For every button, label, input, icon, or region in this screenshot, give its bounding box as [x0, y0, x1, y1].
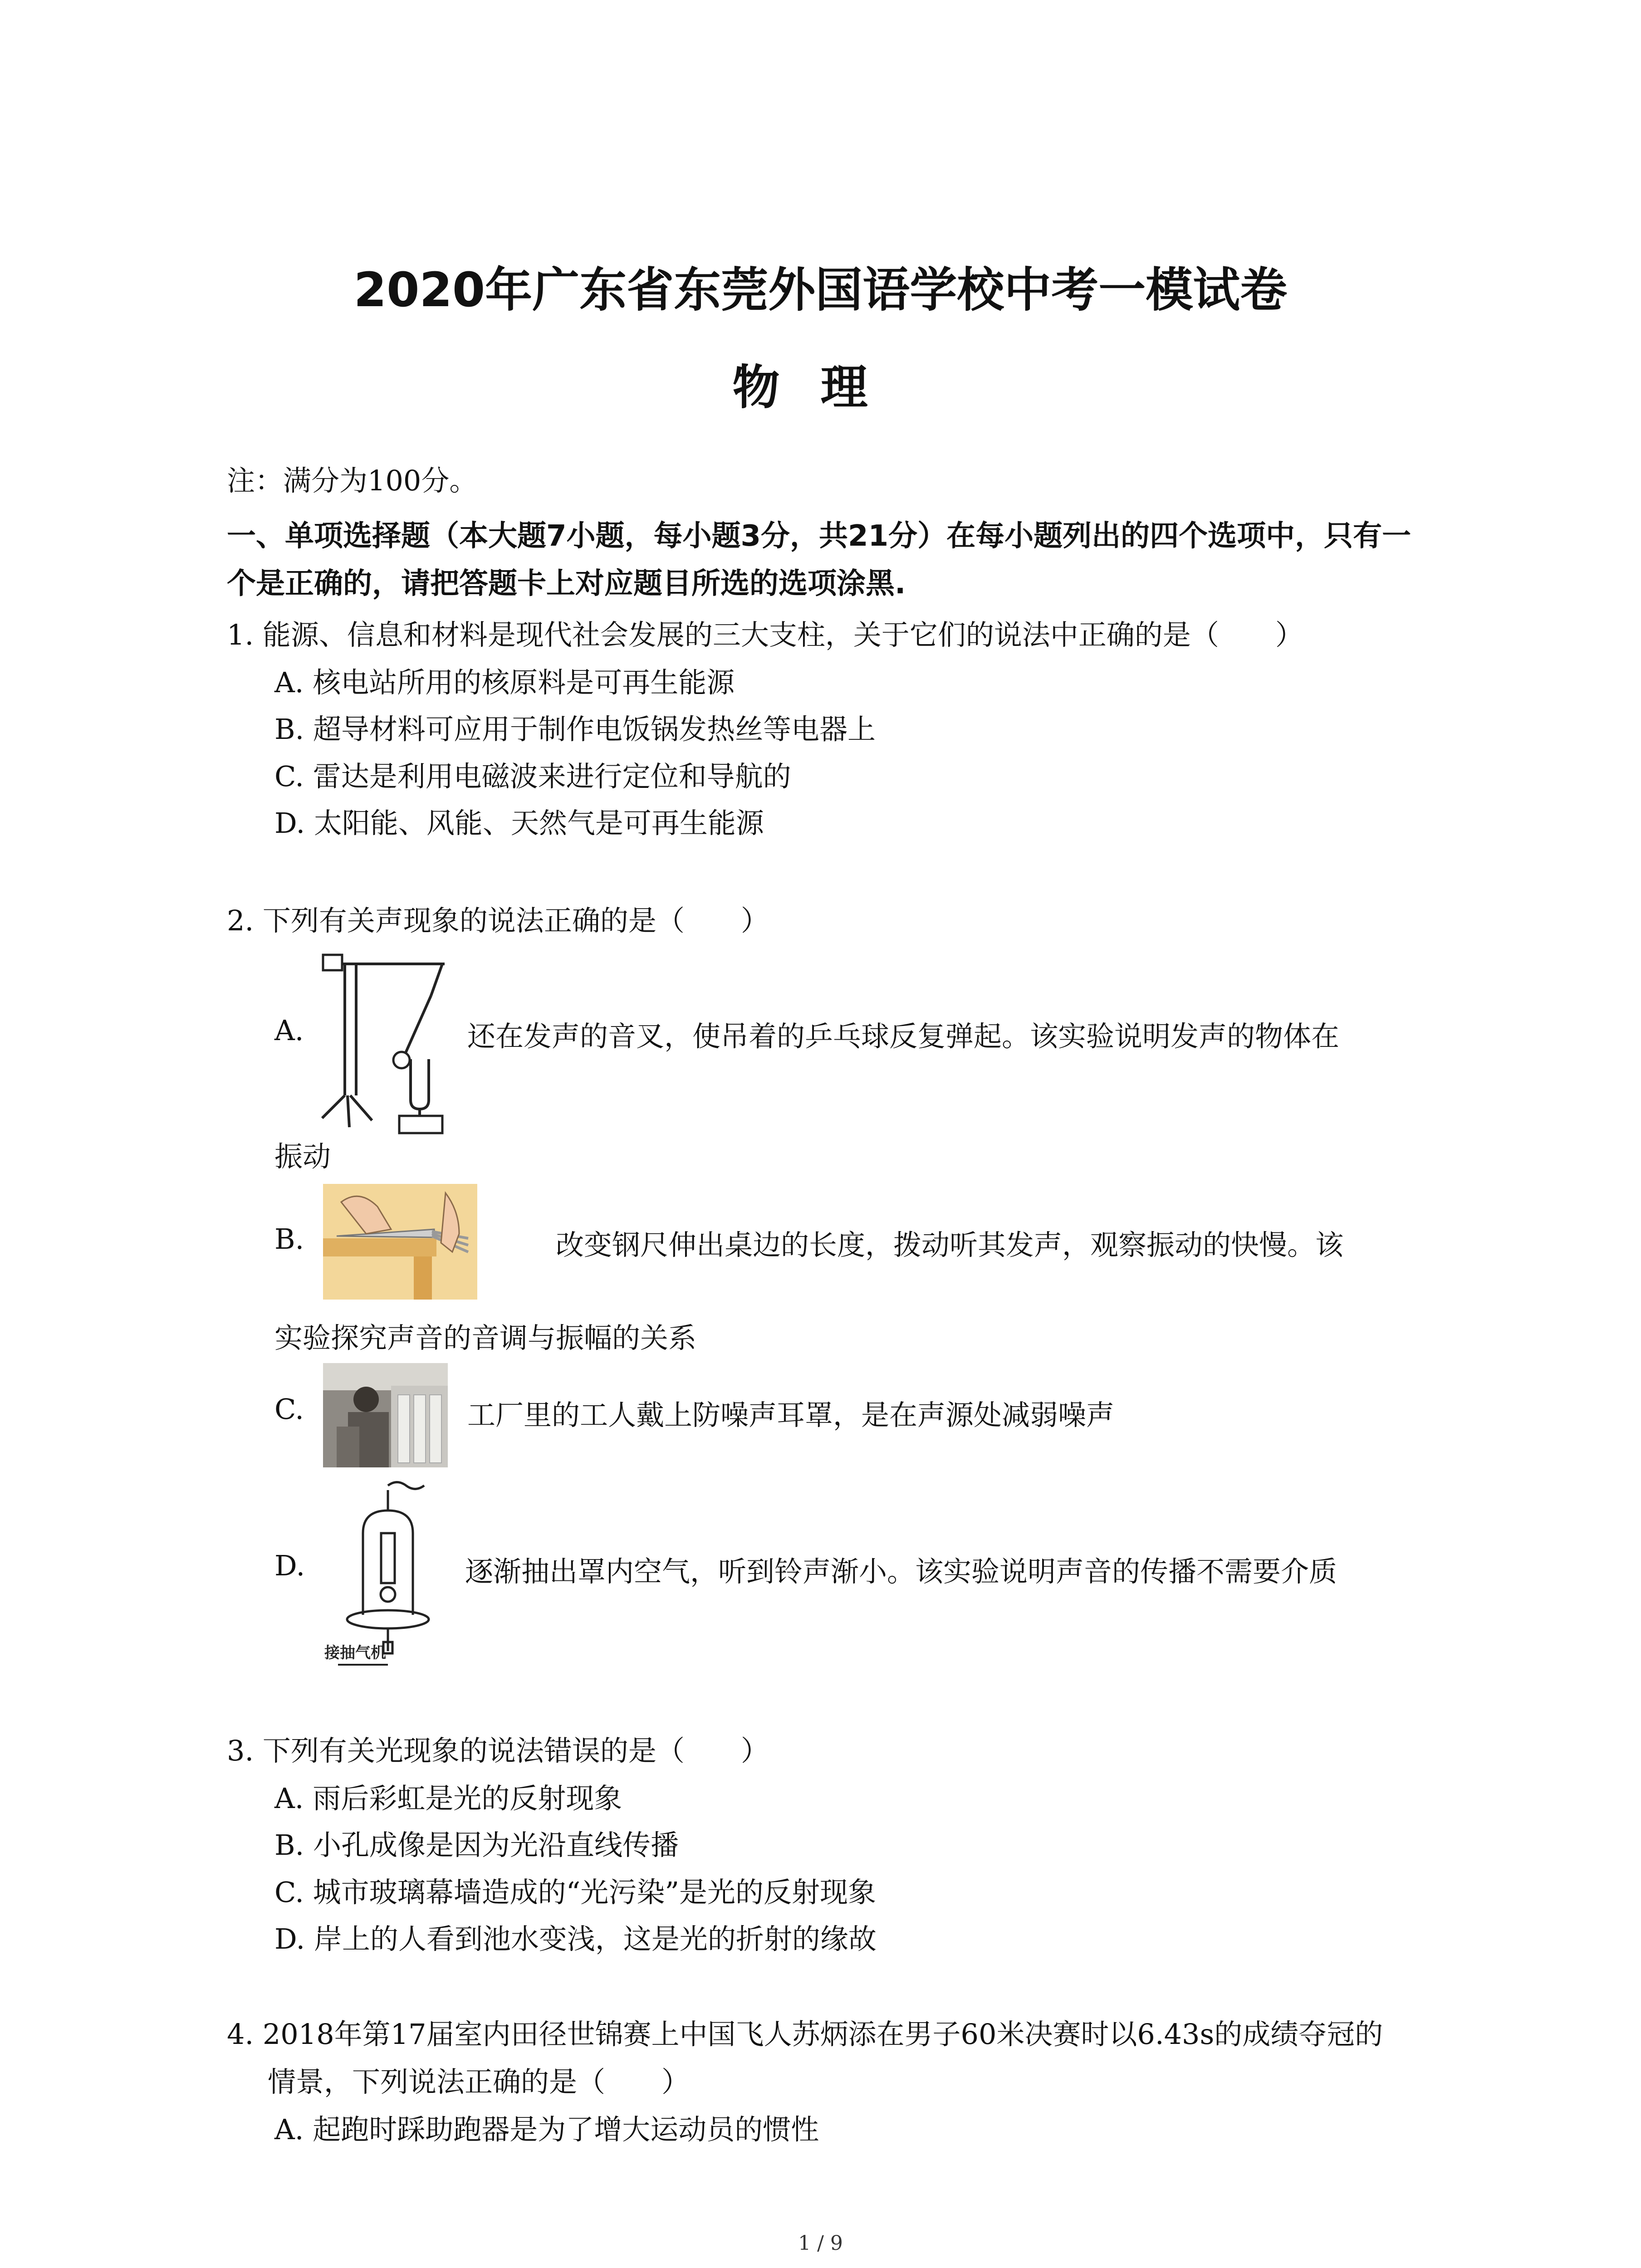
q2-option-d-label: D.	[274, 1549, 305, 1582]
q4-stem-line2: 情景，下列说法正确的是（ ）	[268, 2065, 690, 2098]
bell-jar-caption: 接抽气机	[324, 1644, 386, 1662]
exam-title: 2020年广东省东莞外国语学校中考一模试卷	[353, 262, 1288, 318]
q2-option-c-label: C.	[274, 1393, 304, 1426]
q1-option-c: C. 雷达是利用电磁波来进行定位和导航的	[274, 760, 791, 793]
q1-option-d: D. 太阳能、风能、天然气是可再生能源	[274, 807, 764, 840]
q2-option-a-text2: 振动	[274, 1140, 331, 1173]
q3-option-c: C. 城市玻璃幕墙造成的“光污染”是光的反射现象	[274, 1876, 877, 1909]
q2-option-a-text1: 还在发声的音叉，使吊着的乒乓球反复弹起。该实验说明发声的物体在	[467, 1020, 1340, 1053]
subject-title: 物理	[732, 360, 909, 415]
q2-stem: 2. 下列有关声现象的说法正确的是（ ）	[227, 904, 769, 937]
q4-option-a: A. 起跑时踩助跑器是为了增大运动员的惯性	[274, 2113, 819, 2146]
q4-stem-line1: 4. 2018年第17届室内田径世锦赛上中国飞人苏炳添在男子60米决赛时以6.43s的成绩夺冠的	[227, 2018, 1383, 2051]
factory-worker-photo	[323, 1363, 448, 1467]
tuning-fork-pendulum-figure	[313, 946, 463, 1136]
q3-option-d: D. 岸上的人看到池水变浅，这是光的折射的缘故	[274, 1922, 877, 1955]
q2-option-b-label: B.	[274, 1222, 304, 1256]
q2-option-d-text: 逐渐抽出罩内空气，听到铃声渐小。该实验说明声音的传播不需要介质	[465, 1555, 1337, 1588]
q2-option-b-text1: 改变钢尺伸出桌边的长度，拨动听其发声，观察振动的快慢。该	[556, 1228, 1344, 1261]
section-heading-line2: 个是正确的，请把答题卡上对应题目所选的选项涂黑.	[227, 567, 906, 601]
q3-stem: 3. 下列有关光现象的说法错误的是（ ）	[227, 1734, 769, 1767]
page-number: 1 / 9	[798, 2232, 843, 2255]
q2-option-c-text: 工厂里的工人戴上防噪声耳罩，是在声源处减弱噪声	[467, 1398, 1115, 1432]
bell-jar-vacuum-figure	[320, 1479, 465, 1669]
q1-option-b: B. 超导材料可应用于制作电饭锅发热丝等电器上	[274, 713, 876, 746]
q2-option-a-label: A.	[274, 1014, 304, 1047]
q3-option-b: B. 小孔成像是因为光沿直线传播	[274, 1828, 679, 1862]
q1-option-a: A. 核电站所用的核原料是可再生能源	[274, 666, 735, 699]
q1-stem: 1. 能源、信息和材料是现代社会发展的三大支柱，关于它们的说法中正确的是（ ）	[227, 618, 1303, 651]
section-heading-line1: 一、单项选择题（本大题7小题，每小题3分，共21分）在每小题列出的四个选项中，只有一	[227, 519, 1411, 553]
steel-ruler-table-figure	[323, 1184, 477, 1300]
q3-option-a: A. 雨后彩虹是光的反射现象	[274, 1782, 622, 1815]
q2-option-b-text2: 实验探究声音的音调与振幅的关系	[274, 1321, 697, 1354]
score-note: 注：满分为100分。	[227, 464, 478, 497]
